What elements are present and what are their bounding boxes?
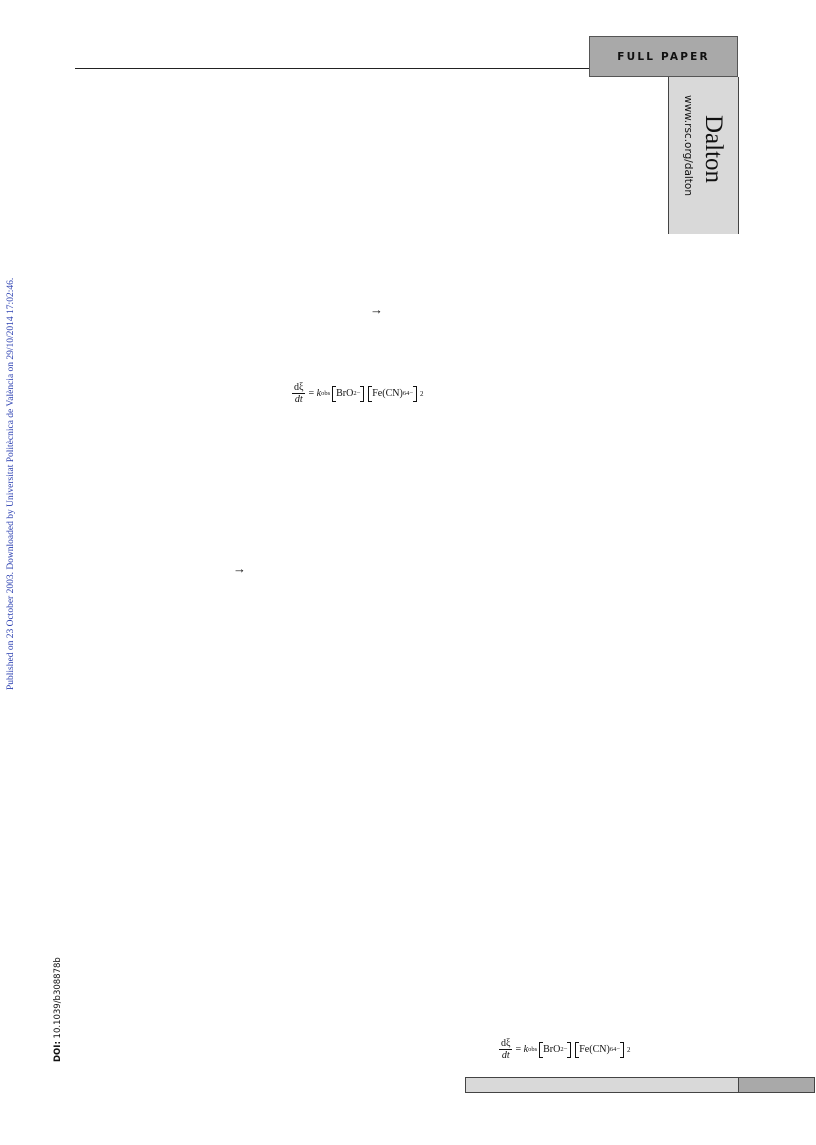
- bromite-concentration: BrO 2 −: [539, 1042, 571, 1058]
- rate-equation: [499, 1038, 630, 1061]
- ferrocyanide-concentration: Fe(CN) 6 4−: [368, 386, 417, 402]
- section-label: FULL PAPER: [617, 50, 710, 63]
- equals-sign: =: [308, 388, 315, 399]
- fraction-denominator: dt: [294, 394, 303, 405]
- exponent: 2: [419, 389, 424, 398]
- rate-fraction: [499, 1038, 512, 1061]
- download-notice-text: Published on 23 October 2003. Downloaded by Universitat Politècnica de València on 29/10/2014 17:02:46.: [6, 277, 16, 690]
- journal-url[interactable]: www.rsc.org/dalton: [682, 95, 694, 197]
- rate-constant: k: [523, 1044, 529, 1055]
- journal-panel: [668, 77, 739, 234]
- rate-constant-sub: obs: [321, 390, 331, 397]
- exponent: 2: [626, 1045, 631, 1054]
- doi-value: 10.1039/b308878b: [53, 957, 63, 1039]
- equals-sign: =: [515, 1044, 522, 1055]
- rate-constant: k: [316, 388, 322, 399]
- rate-equation: [292, 382, 423, 405]
- section-tab: [589, 36, 738, 77]
- reaction-arrow: →: [233, 561, 246, 576]
- footer-bar-tab: [738, 1078, 814, 1092]
- download-notice: [4, 0, 20, 700]
- fraction-denominator: dt: [501, 1050, 510, 1061]
- doi-prefix: DOI:: [53, 1041, 63, 1062]
- rate-fraction: [292, 382, 305, 405]
- fraction-numerator: dξ: [294, 382, 304, 393]
- fraction-numerator: dξ: [501, 1038, 511, 1049]
- ferrocyanide-concentration: Fe(CN) 6 4−: [575, 1042, 624, 1058]
- header-rule: [75, 68, 590, 69]
- reaction-arrow: →: [370, 302, 383, 317]
- journal-name: Dalton: [700, 115, 727, 184]
- footer-bar: [465, 1077, 815, 1093]
- doi-label: [52, 920, 66, 1065]
- rate-constant-sub: obs: [528, 1046, 538, 1053]
- bromite-concentration: BrO 2 −: [332, 386, 364, 402]
